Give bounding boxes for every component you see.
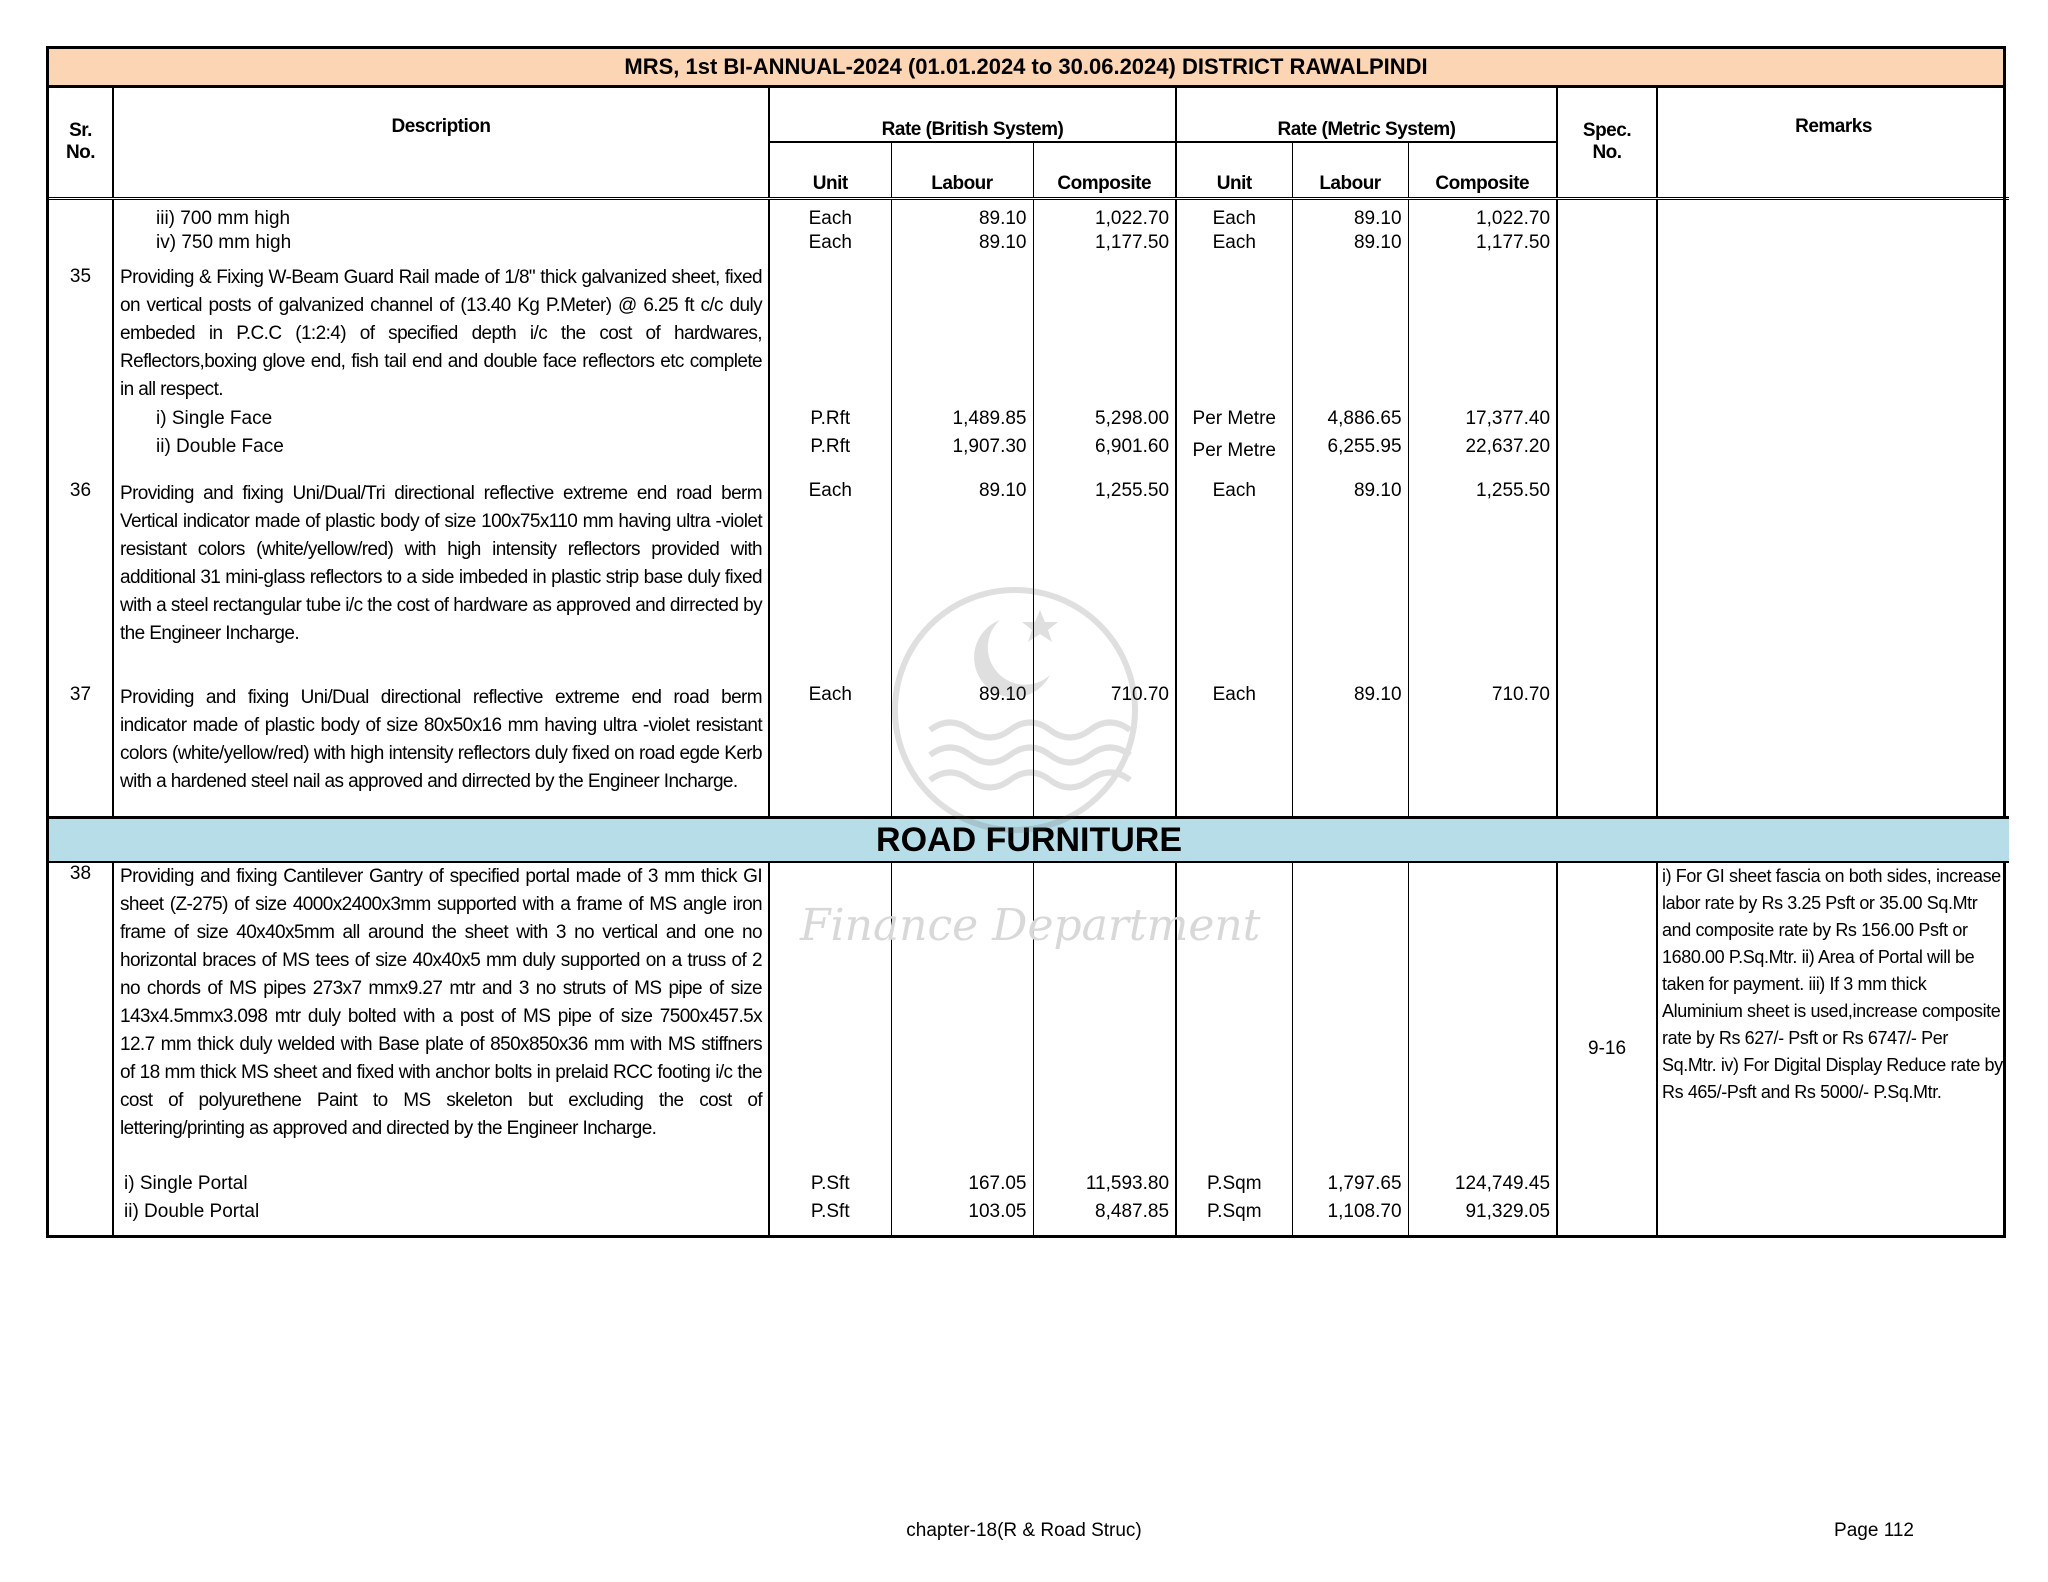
rate-table: [49, 88, 2009, 1235]
remarks-text: i) For GI sheet fascia on both sides, increase labor rate by Rs 3.25 Psft or 35.00 Sq.Mtr and composite rate by Rs 156.00 Psft or 1680.00 P.Sq.Mtr. ii) Area of Portal will be taken for payment. iii) If 3 mm thick Aluminium sheet is used,increase composite rate by Rs 627/- Psft or Rs 6747/- Per Sq.Mtr. iv) For Digital Display Reduce rate by Rs 465/-Psft and Rs 5000/- P.Sq.Mtr.: [1662, 866, 2003, 1102]
table-row: 38 Providing and fixing Cantilever Gantry of specified portal made of 3 mm thick GI sheet (Z-275) of size 4000x2400x3mm supported with a frame of MS angle iron frame of size 40x40x5mm all around the sheet with 3 no vertical and one no horizontal braces of MS tees of size 40x40x5 mm duly supported on a truss of 2 no chords of MS pipes 273x7 mmx9.27 mtr and 3 no struts of MS pipe of size 143x4.5mmx3.098 mtr duly bolted with a post of MS pipe of size 7500x457.5x 12.7 mm thick duly welded with Base plate of 850x850x36 mm with MS stiffners of 18 mm thick MS sheet and fixed with anchor bolts in prelaid RCC footing i/c the cost of polyurethene Paint to MS skeleton but excluding the cost of lettering/printing as approved and directed by the Engineer Incharge. 9-16 i) For GI sheet fascia on both sides, increase labor rate by Rs 3.25 Psft or 35.00 Sq.Mtr and composite rate by Rs 156.00 Psft or 1680.00 P.Sq.Mtr. ii) Area of Portal will be taken for payment. iii) If 3 mm thick Aluminium sheet is used,increase composite rate by Rs 627/- Psft or Rs 6747/- Per Sq.Mtr. iv) For Digital Display Reduce rate by Rs 465/-Psft and Rs 5000/- P.Sq.Mtr.: [49, 863, 2009, 1173]
table-row: 36 Providing and fixing Uni/Dual/Tri directional reflective extreme end road berm Vertical indicator made of plastic body of size 100x75x110 mm having ultra -violet resistant colors (white/yellow/red) with high intensity reflectors provided with additional 31 mini-glass reflectors to a side imbeded in plastic strip base duly fixed with a steel rectangular tube i/c the cost of hardware as approved and dirrected by the Engineer Incharge. Each 89.10 1,255.50 Each 89.10 1,255.50: [49, 480, 2009, 684]
table-row: ii) Double Portal P.Sft 103.05 8,487.85 P.Sqm 1,108.70 91,329.05: [49, 1201, 2009, 1235]
table-row: iv) 750 mm high Each 89.10 1,177.50 Each 89.10 1,177.50: [49, 232, 2009, 260]
remarks-header: Remarks: [1795, 116, 1872, 137]
footer-chapter: chapter-18(R & Road Struc): [906, 1520, 1142, 1541]
section-road-furniture: ROAD FURNITURE: [49, 816, 2009, 863]
table-row: i) Single Face P.Rft 1,489.85 5,298.00 Per Metre 4,886.65 17,377.40: [49, 408, 2009, 436]
spec-no: 9-16: [1557, 863, 1657, 1235]
british-header: Rate (British System): [769, 88, 1176, 142]
m-composite-header: Composite: [1408, 142, 1557, 198]
table-row: 35 Providing & Fixing W-Beam Guard Rail made of 1/8" thick galvanized sheet, fixed on vertical posts of galvanized channel of (13.40 Kg P.Meter) @ 6.25 ft c/c duly embeded in P.C.C (1:2:4) of specified depth i/c the cost of hardwares, Reflectors,boxing glove end, fish tail end and double face reflectors etc complete in all respect.: [49, 260, 2009, 408]
table-row: ii) Double Face P.Rft 1,907.30 6,901.60 Per Metre 6,255.95 22,637.20: [49, 436, 2009, 480]
m-labour-header: Labour: [1292, 142, 1408, 198]
b-labour-header: Labour: [891, 142, 1033, 198]
table-row: iii) 700 mm high Each 89.10 1,022.70 Each 89.10 1,022.70: [49, 198, 2009, 232]
sheet-title: MRS, 1st BI-ANNUAL-2024 (01.01.2024 to 30.06.2024) DISTRICT RAWALPINDI: [49, 49, 2003, 88]
description-header: Description: [113, 88, 769, 198]
spec-header: Spec.: [1557, 88, 1657, 142]
b-unit-header: Unit: [769, 142, 891, 198]
m-unit-header: Unit: [1176, 142, 1292, 198]
b-composite-header: Composite: [1033, 142, 1176, 198]
table-row: 37 Providing and fixing Uni/Dual directional reflective extreme end road berm indicator made of plastic body of size 80x50x16 mm having ultra -violet resistant colors (white/yellow/red) with high intensity reflectors duly fixed on road egde Kerb with a hardened steel nail as approved and dirrected by the Engineer Incharge. Each 89.10 710.70 Each 89.10 710.70: [49, 684, 2009, 816]
watermark-text: Finance Department: [800, 900, 1261, 951]
metric-header: Rate (Metric System): [1176, 88, 1557, 142]
table-row: i) Single Portal P.Sft 167.05 11,593.80 P.Sqm 1,797.65 124,749.45: [49, 1173, 2009, 1201]
footer-page: Page 112: [1834, 1520, 1914, 1541]
spec-header-2: No.: [1557, 142, 1657, 198]
sr-header-2: No.: [49, 142, 113, 198]
sr-header: Sr.: [49, 88, 113, 142]
rate-sheet: [46, 46, 2006, 1238]
